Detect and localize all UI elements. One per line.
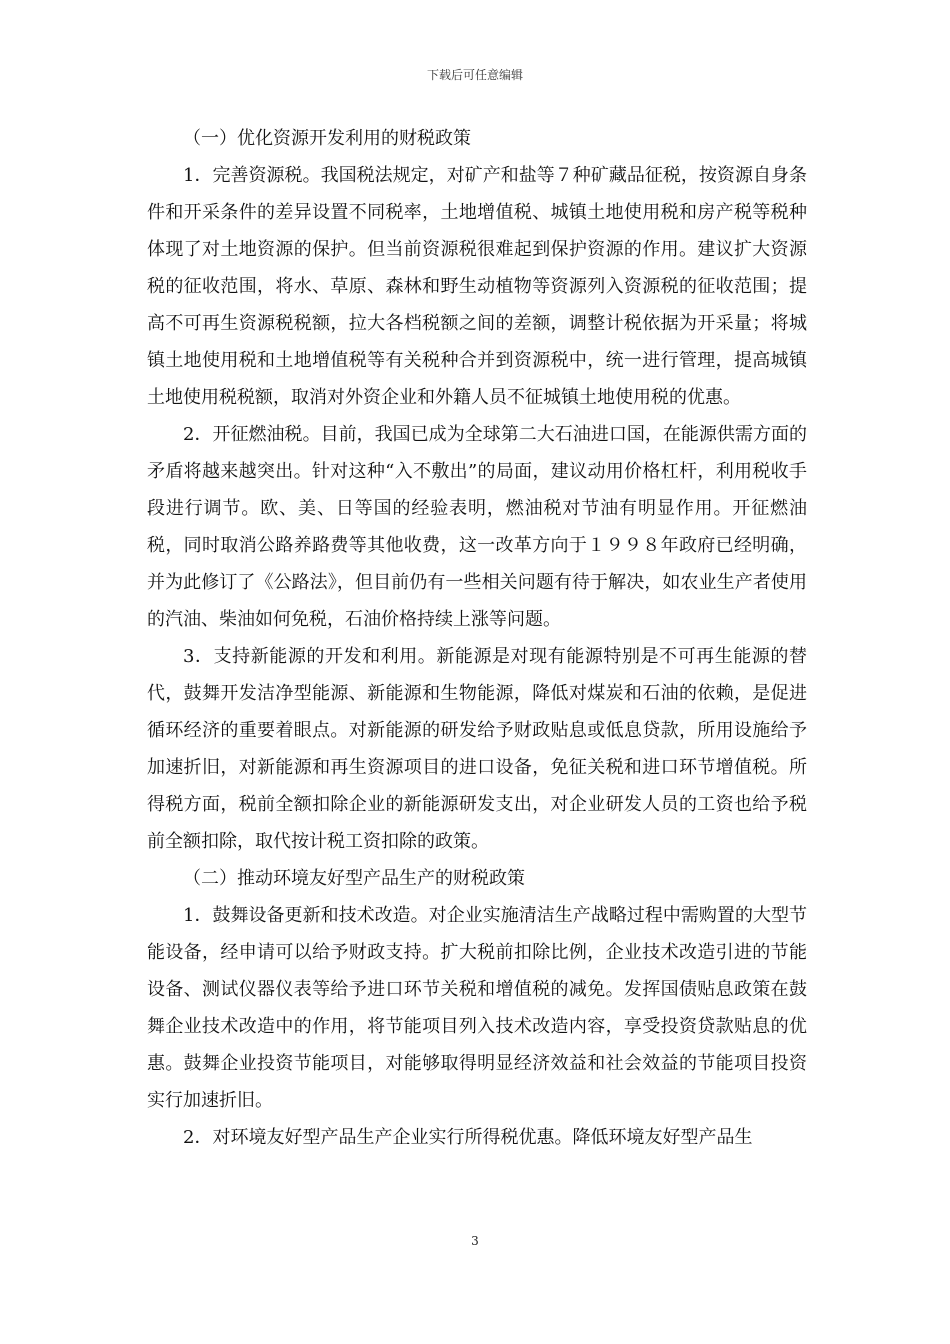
paragraph: 3．支持新能源的开发和利用。新能源是对现有能源特别是不可再生能源的替代，鼓舞开发洁净型能源、新能源和生物能源，降低对煤炭和石油的依赖，是促进循环经济的重要着眼点。对新能源的研发给予财政贴息或低息贷款，所用设施给予加速折旧，对新能源和再生资源项目的进口设备，免征关税和进口环节增值税。所得税方面，税前全额扣除企业的新能源研发支出，对企业研发人员的工资也给予税前全额扣除，取代按计税工资扣除的政策。 — [147, 646, 807, 852]
page-number: 3 — [471, 1234, 479, 1248]
paragraph: 2．对环境友好型产品生产企业实行所得税优惠。降低环境友好型产品生 — [183, 1127, 753, 1148]
document-body — [147, 120, 807, 1156]
section-heading-2: （二）推动环境友好型产品生产的财税政策 — [183, 868, 525, 889]
paragraph: 1．完善资源税。我国税法规定，对矿产和盐等７种矿藏品征税，按资源自身条件和开采条件的差异设置不同税率，土地增值税、城镇土地使用税和房产税等税种体现了对土地资源的保护。但当前资源税很难起到保护资源的作用。建议扩大资源税的征收范围，将水、草原、森林和野生动植物等资源列入资源税的征收范围；提高不可再生资源税税额，拉大各档税额之间的差额，调整计税依据为开采量；将城镇土地使用税和土地增值税等有关税种合并到资源税中，统一进行管理，提高城镇土地使用税税额，取消对外资企业和外籍人员不征城镇土地使用税的优惠。 — [147, 165, 807, 408]
section-heading-1: （一）优化资源开发利用的财税政策 — [183, 128, 471, 149]
page-header: 下载后可任意编辑 — [426, 68, 523, 82]
paragraph: 2．开征燃油税。目前，我国已成为全球第二大石油进口国，在能源供需方面的矛盾将越来越突出。针对这种“入不敷出”的局面，建议动用价格杠杆，利用税收手段进行调节。欧、美、日等国的经验表明，燃油税对节油有明显作用。开征燃油税，同时取消公路养路费等其他收费，这一改革方向于１９９８年政府已经明确，并为此修订了《公路法》，但目前仍有一些相关问题有待于解决，如农业生产者使用的汽油、柴油如何免税，石油价格持续上涨等问题。 — [147, 424, 807, 630]
paragraph: 1．鼓舞设备更新和技术改造。对企业实施清洁生产战略过程中需购置的大型节能设备，经申请可以给予财政支持。扩大税前扣除比例，企业技术改造引进的节能设备、测试仪器仪表等给予进口环节关税和增值税的减免。发挥国债贴息政策在鼓舞企业技术改造中的作用，将节能项目列入技术改造内容，享受投资贷款贴息的优惠。鼓舞企业投资节能项目，对能够取得明显经济效益和社会效益的节能项目投资实行加速折旧。 — [147, 905, 807, 1111]
